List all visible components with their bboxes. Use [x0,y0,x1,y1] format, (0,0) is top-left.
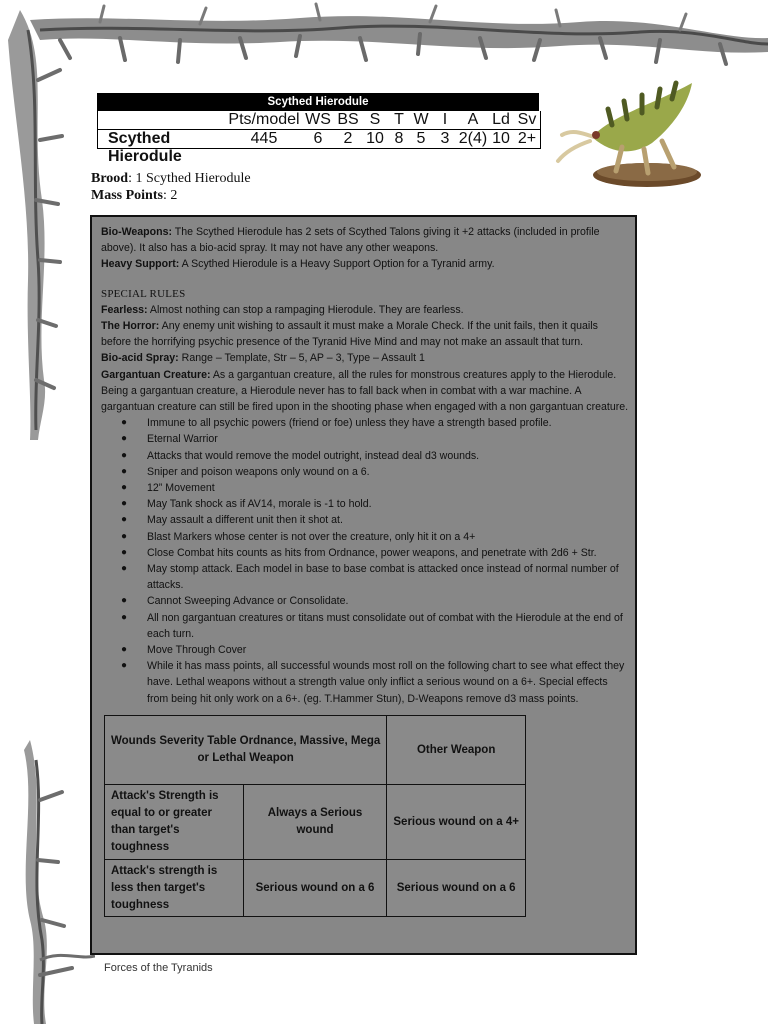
bio-acid-spray-paragraph [101,350,629,366]
list-item-text: Move Through Cover [147,644,247,657]
stats-cell-i: 3 [440,130,450,147]
bio-acid-spray-text: Range – Template, Str – 5, AP – 3, Type – Assault 1 [178,352,425,365]
stats-cell-ws: 6 [313,130,323,147]
page-footer: Forces of the Tyranids [104,962,213,974]
rules-text [101,224,629,707]
list-item [101,561,629,593]
list-item-text: May stomp attack. Each model in base to base combat is attacked once instead of normal number of attacks. [147,563,619,592]
list-item [101,415,629,431]
stats-cell-name: Scythed Hierodule [108,130,182,165]
wounds-severity-table [104,715,526,917]
table-row [105,785,526,860]
stats-cell-a: 2(4) [458,130,488,147]
organic-border-left [0,0,95,1024]
stats-header-ld: Ld [492,111,510,128]
brood-label: Brood [91,171,129,186]
table-row [105,716,526,785]
bullet-icon: ● [121,660,128,672]
horror-label: The Horror: [101,320,160,333]
bio-weapons-text: The Scythed Hierodule has 2 sets of Scythed Talons giving it +2 attacks (included in profile above). It also has a bio-acid spray. It may not have any other weapons. [101,226,600,255]
list-item [101,658,629,707]
bio-weapons-paragraph [101,224,629,256]
list-item-text: All non gargantuan creatures or titans must consolidate out of combat with the Hierodule at the end of each turn. [147,611,623,640]
list-item-text: 12” Movement [147,482,215,495]
gargantuan-text: As a gargantuan creature, all the rules for monstrous creatures apply to the Hierodule. Being a gargantuan creature, a Hierodule never has to fall back when in combat with a war machine. A gargantuan creature can still be fired upon in the shooting phase when engaged with a non gargantuan creature. [101,368,629,414]
list-item [101,642,629,658]
bullet-icon: ● [121,546,128,558]
stats-header-s: S [369,111,381,128]
list-item [101,545,629,561]
gargantuan-rules-list [101,415,629,707]
list-item-text: Close Combat hits counts as hits from Ordnance, power weapons, and penetrate with 2d6 + Str. [147,546,597,559]
list-item [101,448,629,464]
list-item [101,480,629,496]
mass-points-label: Mass Points [91,188,163,203]
horror-text: Any enemy unit wishing to assault it must make a Morale Check. If the unit fails, then it quails before the horrifying psychic presence of the Tyranid Hive Mind and may not make an assault that turn. [101,320,598,349]
table-row [105,860,526,917]
list-item [101,593,629,609]
wounds-row-label: Attack's strength is less then target's toughness [105,860,244,917]
list-item-text: May Tank shock as if AV14, morale is -1 to hold. [147,498,372,511]
list-item-text: Blast Markers whose center is not over the creature, only hit it on a 4+ [147,530,476,543]
stats-cell-ld: 10 [492,130,510,147]
bio-acid-spray-label: Bio-acid Spray: [101,352,179,365]
stats-header-sv: Sv [517,111,537,128]
stats-header-t: T [394,111,404,128]
special-rules-heading: SPECIAL RULES [101,287,186,300]
fearless-label: Fearless: [101,303,148,316]
heavy-support-label: Heavy Support: [101,258,180,271]
stats-data-row [98,129,540,165]
stats-header-i: I [442,111,448,128]
gargantuan-label: Gargantuan Creature: [101,368,211,381]
brood-value: : 1 Scythed Hierodule [128,171,251,186]
mass-points-value: : 2 [162,188,178,203]
fearless-paragraph [101,302,629,318]
bullet-icon: ● [121,563,128,575]
bullet-icon: ● [121,611,128,623]
stats-cell-s: 10 [366,130,384,147]
bio-weapons-label: Bio-Weapons: [101,226,173,238]
fearless-text: Almost nothing can stop a rampaging Hierodule. They are fearless. [147,303,464,316]
bullet-icon: ● [121,514,128,526]
wounds-table-header-other: Other Weapon [387,716,526,785]
stats-cell-t: 8 [394,130,404,147]
bullet-icon: ● [121,417,128,429]
stats-header-a: A [467,111,479,128]
wounds-row-ordnance: Serious wound on a 6 [243,860,387,917]
stats-header-w: W [413,111,429,128]
list-item [101,496,629,512]
brood-line [91,170,251,187]
wounds-row-other: Serious wound on a 4+ [387,785,526,860]
wounds-row-ordnance: Always a Serious wound [243,785,387,860]
stats-header-name [98,111,226,129]
heavy-support-paragraph [101,256,629,272]
list-item [101,529,629,545]
list-item [101,610,629,642]
organic-border-top [0,0,768,80]
stats-header-pts: Pts/model [228,111,300,128]
list-item-text: Sniper and poison weapons only wound on a 6. [147,465,370,478]
brood-info [91,170,251,204]
bullet-icon: ● [121,449,128,461]
stats-table [97,111,541,165]
stats-cell-sv: 2+ [517,130,537,147]
stats-header-row [98,111,540,129]
wounds-table-header-main: Wounds Severity Table Ordnance, Massive, Mega or Lethal Weapon [105,716,387,785]
bullet-icon: ● [121,433,128,445]
gargantuan-paragraph [101,367,629,416]
stats-cell-bs: 2 [343,130,353,147]
horror-paragraph [101,318,629,350]
list-item-text: Immune to all psychic powers (friend or foe) unless they have a strength based profile. [147,417,552,430]
bullet-icon: ● [121,498,128,510]
bullet-icon: ● [121,595,128,607]
wounds-row-label: Attack's Strength is equal to or greater than target's toughness [105,785,244,860]
list-item [101,512,629,528]
list-item-text: While it has mass points, all successful wounds most roll on the following chart to see what effect they have. Lethal weapons without a strength value only inflict a serious wound on a 6+. Special effects from being hit only work on a 6+. (eg. T.Hammer Stun), D-Weapons remove d3 mass points. [147,660,625,705]
bullet-icon: ● [121,465,128,477]
stats-header-bs: BS [337,111,359,128]
bullet-icon: ● [121,644,128,656]
hierodule-miniature-image [552,75,712,195]
stats-cell-pts: 445 [250,130,278,147]
list-item-text: Attacks that would remove the model outright, instead deal d3 wounds. [147,449,480,462]
list-item [101,464,629,480]
stats-table-title: Scythed Hierodule [97,93,539,111]
bullet-icon: ● [121,530,128,542]
bullet-icon: ● [121,482,128,494]
list-item-text: May assault a different unit then it shot at. [147,514,343,527]
list-item [101,431,629,447]
list-item-text: Eternal Warrior [147,433,218,446]
wounds-row-other: Serious wound on a 6 [387,860,526,917]
heavy-support-text: A Scythed Hierodule is a Heavy Support Option for a Tyranid army. [179,258,495,271]
stats-header-ws: WS [305,111,331,128]
stats-cell-w: 5 [416,130,426,147]
list-item-text: Cannot Sweeping Advance or Consolidate. [147,595,349,608]
mass-points-line [91,187,251,204]
